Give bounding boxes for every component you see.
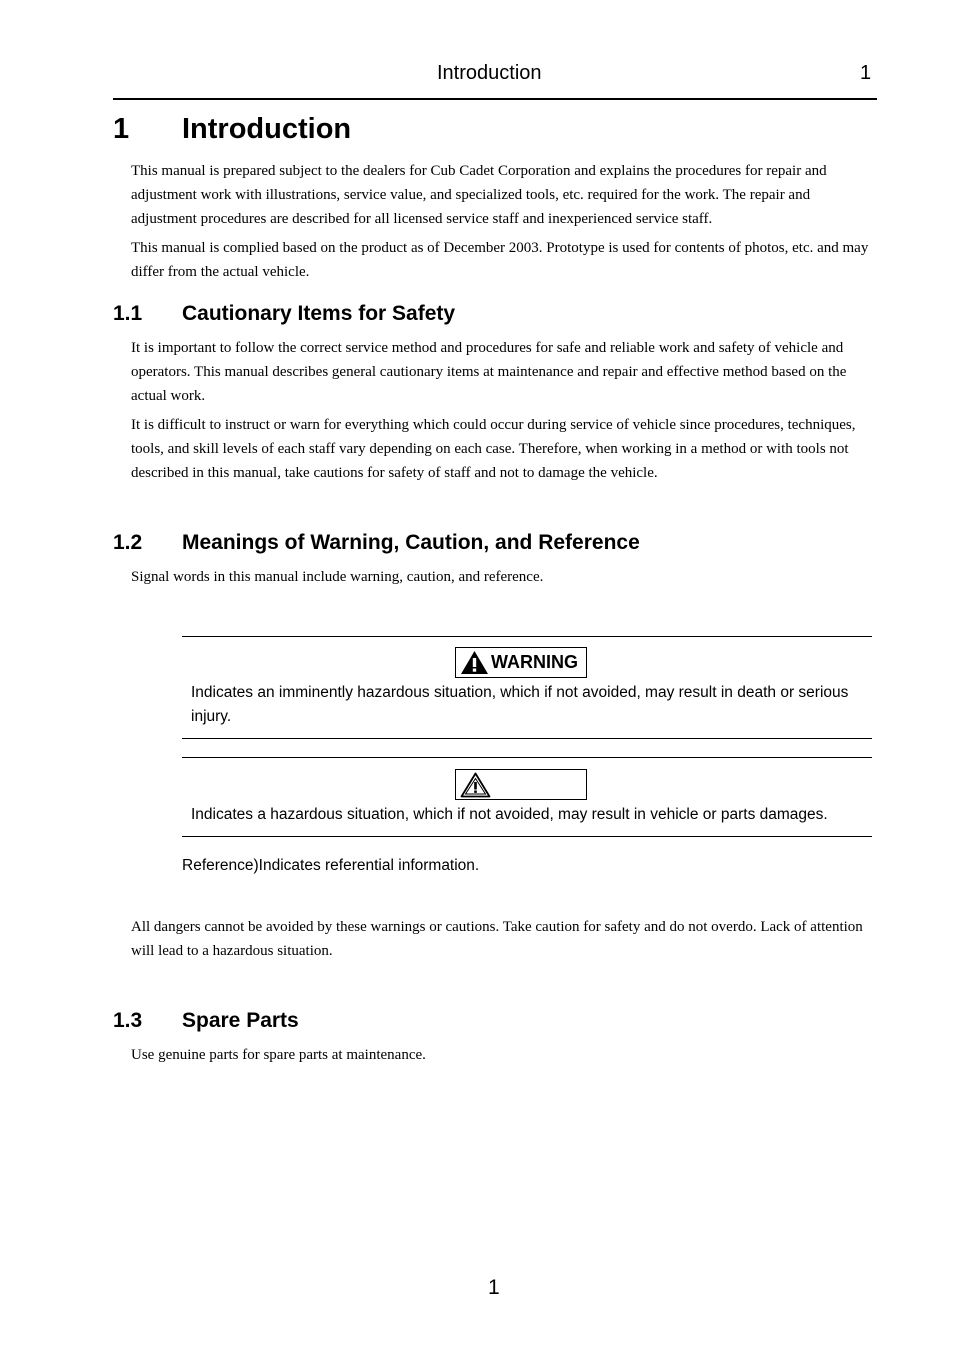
footer-page-number: 1 <box>488 1276 500 1299</box>
running-header-title: Introduction <box>437 62 542 84</box>
section-1-3-number: 1.3 <box>113 1009 143 1032</box>
caution-top-rule <box>182 757 872 758</box>
intro-paragraph-1: This manual is prepared subject to the dealers for Cub Cadet Corporation and explains the procedures for repair and adjustment work with illustrations, service value, and specialized tools, etc. required for the work. The repair and adjustment procedures are described for all licensed service staff and inexperienced service staff. <box>131 163 827 227</box>
caution-label-box <box>455 769 587 800</box>
caution-text: Indicates a hazardous situation, which if not avoided, may result in vehicle or parts damages. <box>191 806 828 823</box>
warning-triangle-icon <box>460 650 489 675</box>
safety-paragraph-1: It is important to follow the correct service method and procedures for safe and reliable work and safety of vehicle and operators. This manual describes general cautionary items at maintenance and repair and effective method based on the actual work. <box>131 340 847 404</box>
chapter-number: 1 <box>113 113 130 145</box>
reference-text: Reference)Indicates referential information. <box>182 857 480 874</box>
intro-paragraph-2: This manual is complied based on the product as of December 2003. Prototype is used for contents of photos, etc. and may differ from the actual vehicle. <box>131 240 869 280</box>
warning-text: Indicates an imminently hazardous situation, which if not avoided, may result in death or serious injury. <box>191 684 849 725</box>
header-rule <box>113 98 877 100</box>
spare-parts-paragraph: Use genuine parts for spare parts at maintenance. <box>131 1047 426 1063</box>
section-1-3-title: Spare Parts <box>182 1009 299 1032</box>
signal-words-intro: Signal words in this manual include warning, caution, and reference. <box>131 569 544 585</box>
warning-bottom-rule <box>182 738 872 739</box>
caution-bottom-rule <box>182 836 872 837</box>
section-1-2-title: Meanings of Warning, Caution, and Reference <box>182 531 640 554</box>
warning-label: WARNING <box>491 652 578 672</box>
warning-label-box <box>455 647 587 678</box>
chapter-title: Introduction <box>182 113 352 145</box>
section-1-1-number: 1.1 <box>113 302 143 325</box>
section-1-1-title: Cautionary Items for Safety <box>182 302 456 325</box>
running-header-page-number: 1 <box>860 62 872 84</box>
warning-top-rule <box>182 636 872 637</box>
dangers-paragraph: All dangers cannot be avoided by these warnings or cautions. Take caution for safety and do not overdo. Lack of attention will lead to a hazardous situation. <box>131 919 863 959</box>
caution-triangle-icon <box>460 772 491 798</box>
safety-paragraph-2: It is difficult to instruct or warn for everything which could occur during service of vehicle since procedures, techniques, tools, and skill levels of each staff vary depending on each case. Therefore, when working in a method or with tools not described in this manual, take cautions for safety of staff and not to damage the vehicle. <box>131 417 856 481</box>
section-1-2-number: 1.2 <box>113 531 143 554</box>
